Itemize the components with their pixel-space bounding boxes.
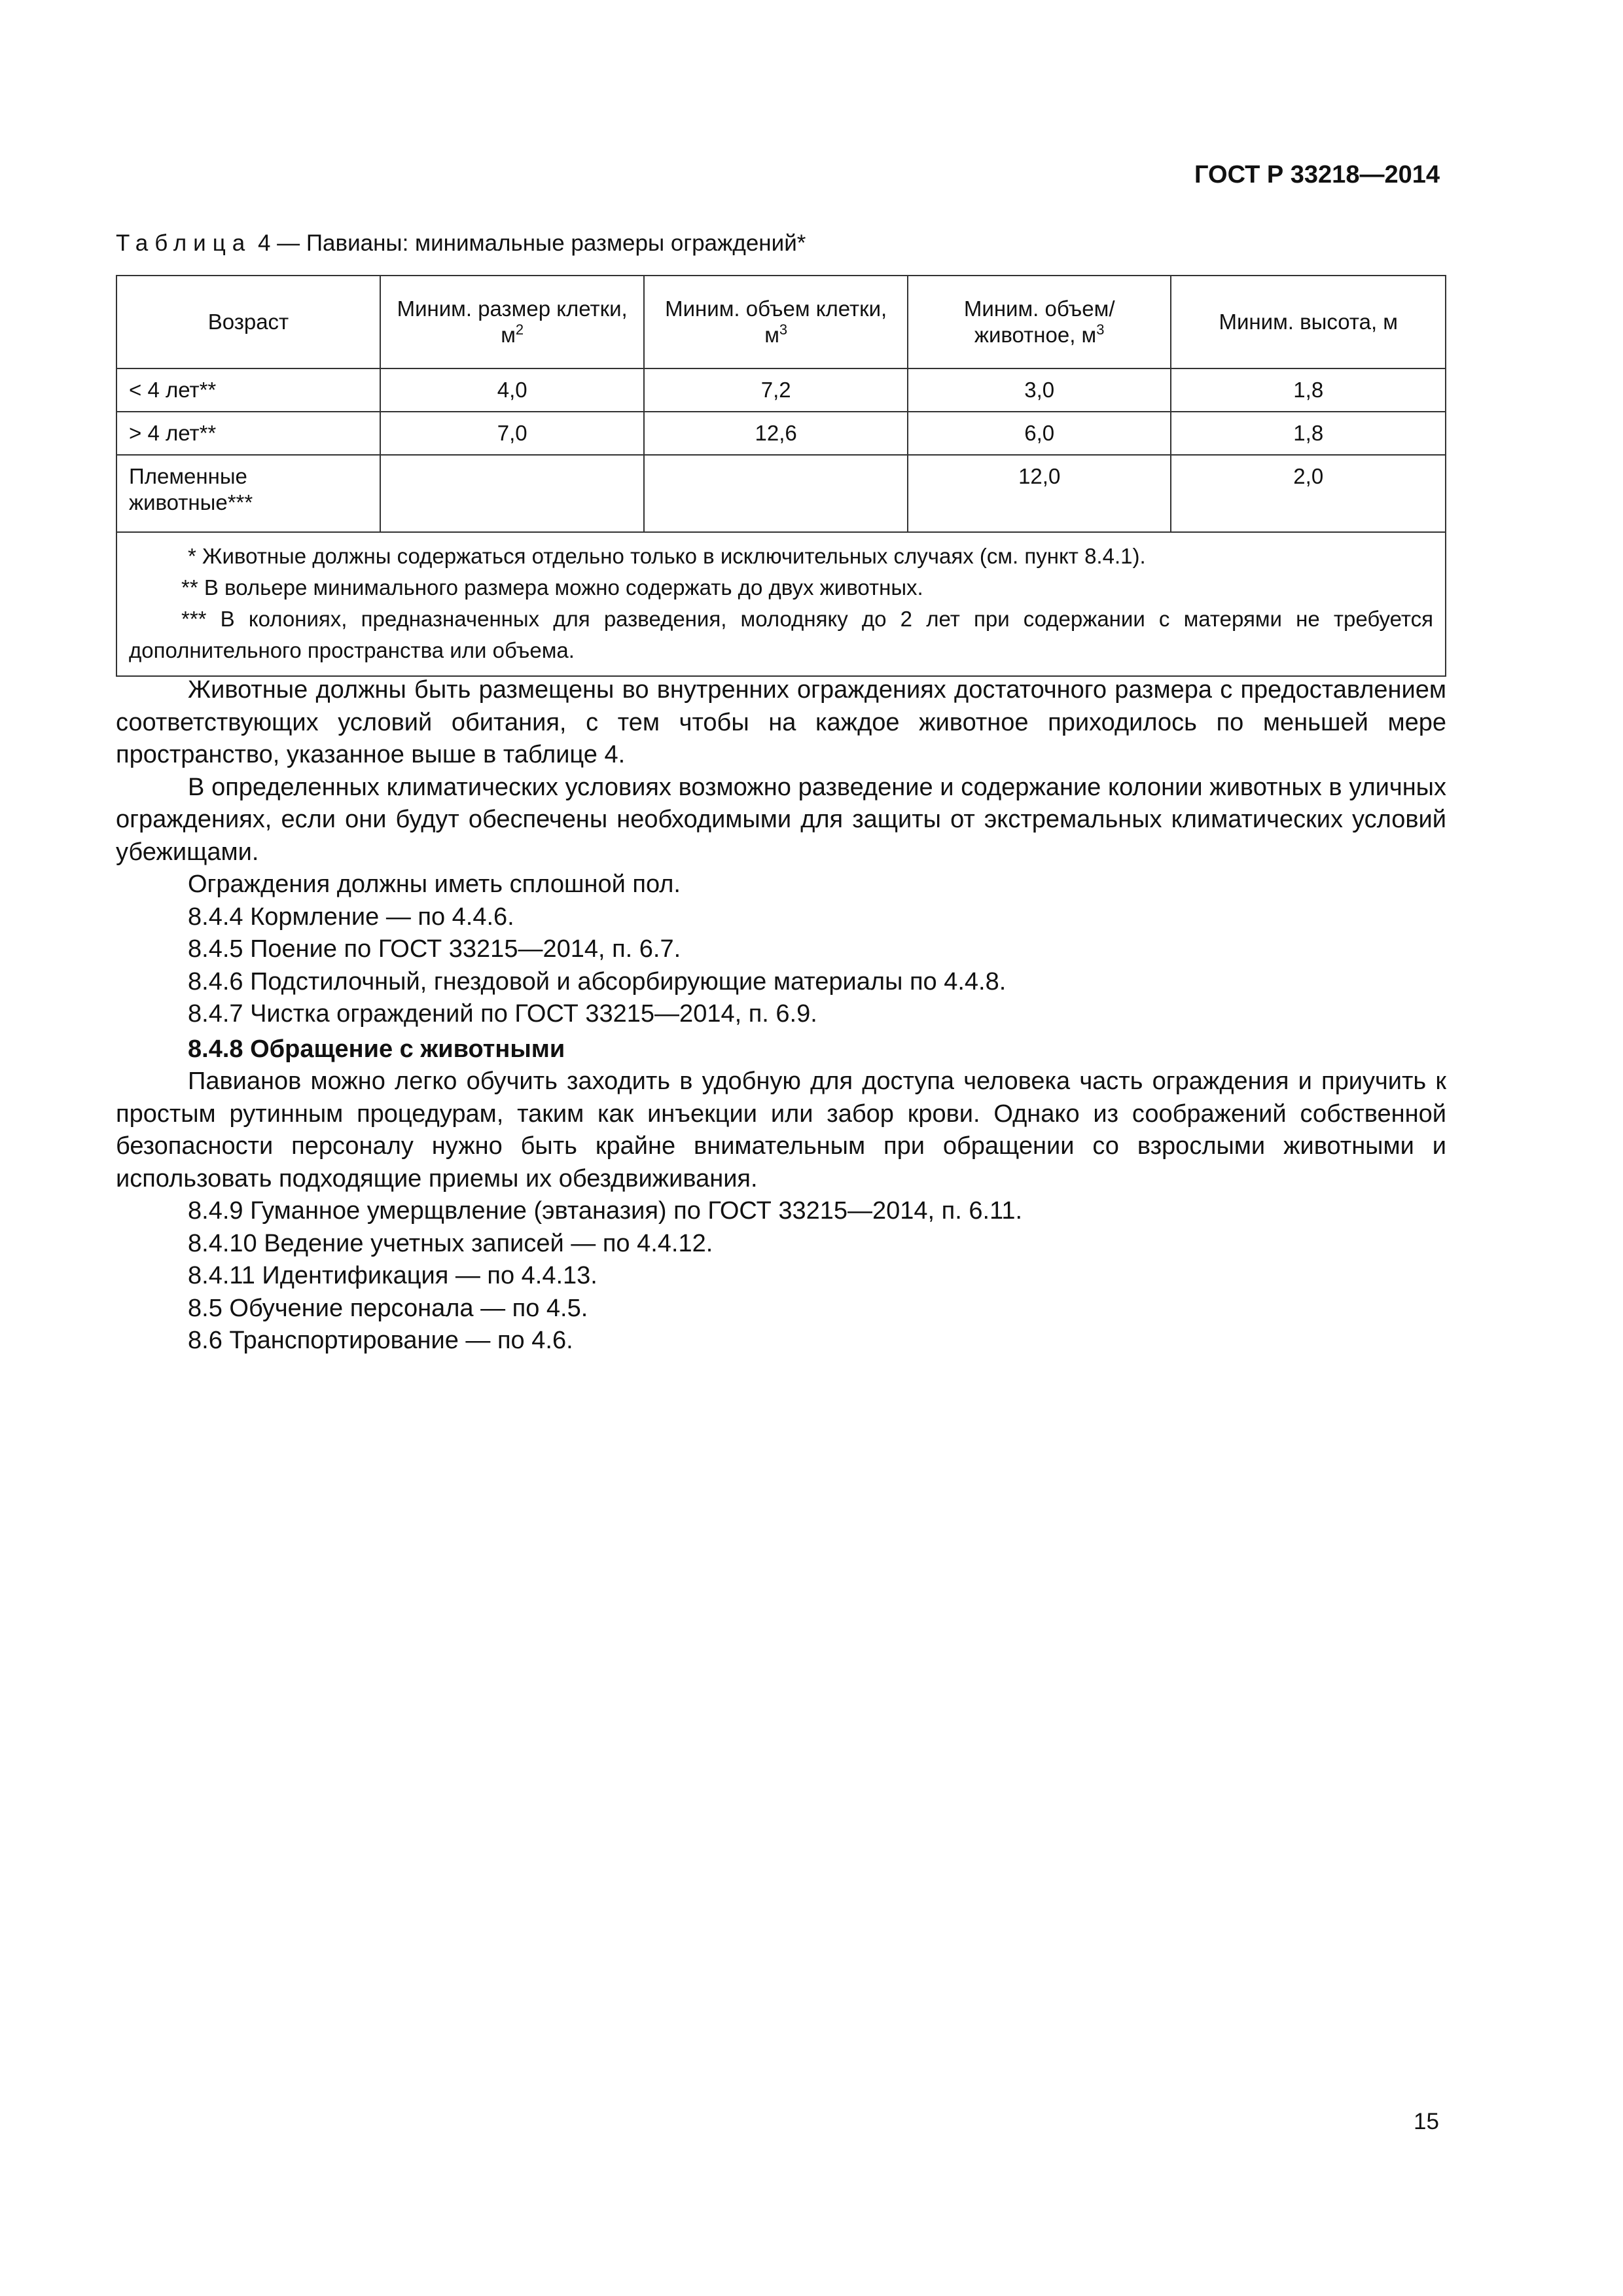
table-cell: 1,8 (1171, 412, 1446, 455)
document-header: ГОСТ Р 33218—2014 (1194, 161, 1440, 188)
section-8-5: 8.5 Обучение персонала — по 4.5. (188, 1294, 588, 1322)
table-cell: 3,0 (908, 368, 1171, 412)
section-8-4-10: 8.4.10 Ведение учетных записей — по 4.4.12. (188, 1229, 713, 1257)
section-8-4-11: 8.4.11 Идентификация — по 4.4.13. (188, 1262, 597, 1289)
paragraph: Ограждения должны иметь сплошной пол. (188, 870, 681, 898)
table-cell: 7,2 (644, 368, 908, 412)
paragraph: Животные должны быть размещены во внутренних ограждениях достаточного размера с предоставлением соответствующих условий обитания, с тем чтобы на каждое животное приходилось по меньшей мере пространство, указанное выше в таблице 4. (116, 676, 1446, 768)
table-cell: 12,0 (908, 455, 1171, 532)
enclosure-size-table (116, 275, 1446, 677)
table-cell: < 4 лет** (116, 368, 380, 412)
table-caption-prefix: Таблица (116, 230, 252, 256)
section-8-4-4: 8.4.4 Кормление — по 4.4.6. (188, 903, 514, 931)
section-8-4-5: 8.4.5 Поение по ГОСТ 33215—2014, п. 6.7. (188, 935, 681, 963)
header-cell-cage-volume: Миним. объем клетки, $м^3$ (644, 276, 908, 368)
table-note: * Животные должны содержаться отдельно только в исключительных случаях (см. пункт 8.4.1). (188, 544, 1146, 568)
header-cell-height: Миним. высота, м (1171, 276, 1446, 368)
header-cell-age: Возраст (116, 276, 380, 368)
table-cell: 2,0 (1171, 455, 1446, 532)
table-caption-text: 4 — Павианы: минимальные размеры ограждений* (251, 230, 806, 256)
table-cell: 6,0 (908, 412, 1171, 455)
section-8-4-7: 8.4.7 Чистка ограждений по ГОСТ 33215—2014, п. 6.9. (188, 1000, 817, 1028)
page-number: 15 (1414, 2109, 1439, 2134)
table-row (116, 412, 1446, 455)
table-cell: 12,6 (644, 412, 908, 455)
table-notes (116, 532, 1446, 676)
paragraph: В определенных климатических условиях возможно разведение и содержание колонии животных в уличных ограждениях, если они будут обеспечены необходимыми для защиты от экстремальных климатических условий убежищами. (116, 773, 1446, 866)
section-heading-8-4-8: 8.4.8 Обращение с животными (188, 1035, 565, 1063)
table-cell (644, 455, 908, 532)
table-cell: 7,0 (380, 412, 645, 455)
table-caption (116, 230, 806, 257)
header-cell-cage-size: Миним. размер клетки, $м^2$ (380, 276, 645, 368)
table-cell (380, 455, 645, 532)
header-cell-volume-per-animal: Миним. объем/ животное, $м^3$ (908, 276, 1171, 368)
section-8-6: 8.6 Транспортирование — по 4.6. (188, 1327, 573, 1354)
table-notes-row (116, 532, 1446, 676)
table-note: *** В колониях, предназначенных для разведения, молодняку до 2 лет при содержании с матерями не требуется дополнительного пространства или объема. (129, 607, 1433, 662)
table-cell: Племенные животные*** (116, 455, 380, 532)
body-text (116, 674, 1446, 1357)
section-8-4-6: 8.4.6 Подстилочный, гнездовой и абсорбирующие материалы по 4.4.8. (188, 967, 1007, 996)
table-cell: 4,0 (380, 368, 645, 412)
section-8-4-9: 8.4.9 Гуманное умерщвление (эвтаназия) по ГОСТ 33215—2014, п. 6.11. (188, 1197, 1023, 1225)
table-row (116, 455, 1446, 532)
table-note: ** В вольере минимального размера можно содержать до двух животных. (181, 575, 923, 600)
table-cell: 1,8 (1171, 368, 1446, 412)
table-cell: > 4 лет** (116, 412, 380, 455)
paragraph: Павианов можно легко обучить заходить в удобную для доступа человека часть ограждения и приучить к простым рутинным процедурам, таким как инъекции или забор крови. Однако из соображений собственной безопасности персоналу нужно быть крайне внимательным при обращении со взрослыми животными и использовать подходящие приемы их обездвиживания. (116, 1067, 1446, 1193)
table-header-row (116, 276, 1446, 368)
table-row (116, 368, 1446, 412)
